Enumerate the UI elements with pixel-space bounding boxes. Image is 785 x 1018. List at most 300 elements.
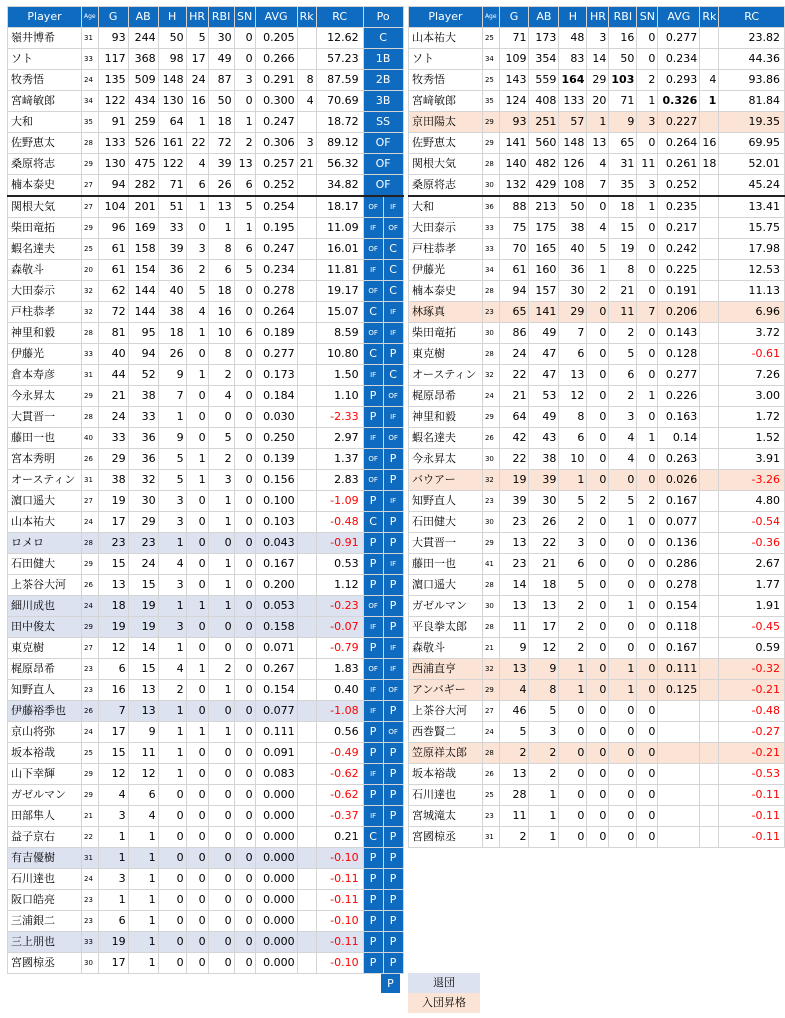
rbi: 65 [609,133,637,154]
table-row [409,196,785,218]
player-age: 27 [82,491,99,512]
player-name: 牧秀悟 [409,70,483,91]
batting-avg: 0.167 [658,491,700,512]
rbi: 0 [208,785,234,806]
position-secondary: IF [383,659,403,680]
at-bats: 165 [529,239,559,260]
hits: 51 [158,196,186,218]
hits: 2 [559,512,587,533]
hits: 0 [158,827,186,848]
rank [297,281,316,302]
rank [297,764,316,785]
games: 140 [499,154,529,175]
rank [297,869,316,890]
stolen-bases: 0 [234,449,255,470]
rank [700,491,719,512]
player-name: 田部隼人 [8,806,82,827]
position-primary: OF [363,659,383,680]
games: 5 [499,722,529,743]
stolen-bases: 0 [637,659,658,680]
player-name: 田中俊太 [8,617,82,638]
rbi: 21 [609,281,637,302]
stolen-bases: 0 [234,743,255,764]
position-cell: SS [363,112,403,133]
player-age: 34 [82,91,99,112]
games: 94 [499,281,529,302]
col-g: G [98,7,128,28]
runs-created: 11.13 [719,281,785,302]
batting-avg: 0.266 [255,49,297,70]
runs-created: -0.11 [719,785,785,806]
hits: 5 [158,470,186,491]
rank [700,365,719,386]
position-primary: P [363,638,383,659]
runs-created: -0.11 [316,869,363,890]
at-bats: 13 [128,680,158,701]
rank [297,175,316,197]
games: 9 [499,638,529,659]
games: 1 [98,890,128,911]
games: 93 [499,112,529,133]
hits: 3 [559,533,587,554]
table-row [409,806,785,827]
games: 109 [499,49,529,70]
at-bats: 3 [529,722,559,743]
table-row [409,617,785,638]
runs-created: -0.21 [719,680,785,701]
player-age: 21 [82,806,99,827]
stolen-bases: 0 [234,91,255,112]
rbi: 2 [208,659,234,680]
runs-created: -0.10 [316,911,363,932]
player-name: 知野直人 [409,491,483,512]
player-name: 梶原昂希 [409,386,483,407]
runs-created: 89.12 [316,133,363,154]
home-runs: 4 [186,154,208,175]
player-age: 33 [82,49,99,70]
rbi: 13 [208,196,234,218]
games: 21 [98,386,128,407]
home-runs: 0 [186,575,208,596]
batting-avg: 0.205 [255,28,297,49]
stolen-bases: 0 [637,407,658,428]
home-runs: 0 [186,911,208,932]
position-primary: IF [363,806,383,827]
rank [297,617,316,638]
runs-created: -0.11 [316,932,363,953]
runs-created: 0.53 [316,554,363,575]
player-name: 三浦銀二 [8,911,82,932]
player-name: 上茶谷大河 [8,575,82,596]
home-runs: 0 [587,722,609,743]
hits: 5 [559,491,587,512]
hits: 7 [158,386,186,407]
position-primary: P [363,953,383,974]
player-age: 24 [82,722,99,743]
position-secondary: IF [383,491,403,512]
rank [700,260,719,281]
table-row [409,701,785,722]
at-bats: 49 [529,323,559,344]
games: 33 [98,428,128,449]
at-bats: 29 [128,512,158,533]
stolen-bases: 7 [637,302,658,323]
home-runs: 2 [587,491,609,512]
batting-avg: 0.043 [255,533,297,554]
player-name: 桑原将志 [8,154,82,175]
player-age: 27 [82,196,99,218]
runs-created: 12.53 [719,260,785,281]
player-age: 25 [82,239,99,260]
hits: 98 [158,49,186,70]
games: 124 [499,91,529,112]
col-g: G [499,7,529,28]
position-primary: OF [363,323,383,344]
table-row [8,218,404,239]
games: 11 [499,806,529,827]
stolen-bases: 0 [637,323,658,344]
stolen-bases: 0 [234,49,255,70]
rbi: 0 [609,743,637,764]
games: 61 [98,260,128,281]
home-runs: 2 [587,281,609,302]
player-age: 31 [482,827,499,848]
player-name: アンバギー [409,680,483,701]
rank [700,827,719,848]
home-runs: 0 [186,869,208,890]
runs-created: 3.00 [719,386,785,407]
table-row [8,470,404,491]
table-row [409,785,785,806]
rank [700,49,719,70]
at-bats: 354 [529,49,559,70]
header-row-left [8,7,404,28]
hits: 71 [158,175,186,197]
player-age: 30 [482,175,499,197]
rbi: 1 [609,680,637,701]
hits: 30 [559,281,587,302]
stolen-bases: 0 [234,953,255,974]
table-row [8,91,404,112]
rbi: 0 [609,785,637,806]
hits: 3 [158,575,186,596]
rank [700,449,719,470]
home-runs: 0 [587,806,609,827]
position-secondary: IF [383,554,403,575]
player-age: 28 [482,617,499,638]
at-bats: 30 [128,491,158,512]
runs-created: 0.56 [316,722,363,743]
position-primary: P [363,575,383,596]
at-bats: 509 [128,70,158,91]
home-runs: 0 [186,785,208,806]
games: 133 [98,133,128,154]
hits: 5 [158,449,186,470]
player-age: 30 [82,953,99,974]
hits: 108 [559,175,587,197]
rank [297,785,316,806]
table-row [409,175,785,197]
position-primary: OF [363,449,383,470]
at-bats: 13 [529,596,559,617]
rank [297,218,316,239]
rank: 18 [700,154,719,175]
games: 2 [499,827,529,848]
player-name: 柴田竜拓 [8,218,82,239]
player-name: 嶺井博希 [8,28,82,49]
games: 12 [98,638,128,659]
player-age: 33 [482,218,499,239]
player-name: ソト [8,49,82,70]
rbi: 10 [208,323,234,344]
col-age: Age [82,7,99,28]
rank: 3 [297,133,316,154]
position-secondary: P [383,470,403,491]
table-row [409,91,785,112]
position-secondary: IF [383,638,403,659]
batting-avg: 0.128 [658,344,700,365]
position-cell: OF [363,133,403,154]
games: 4 [98,785,128,806]
rank [700,575,719,596]
games: 15 [98,743,128,764]
at-bats: 1 [128,932,158,953]
player-name: 倉本寿彦 [8,365,82,386]
rank [297,806,316,827]
rank [700,196,719,218]
at-bats: 38 [128,386,158,407]
stolen-bases: 0 [234,638,255,659]
hits: 57 [559,112,587,133]
rank [700,638,719,659]
stolen-bases: 0 [637,701,658,722]
stolen-bases: 0 [637,281,658,302]
batting-avg [658,764,700,785]
player-name: 宮本秀明 [8,449,82,470]
player-age: 28 [482,344,499,365]
player-name: 柴田竜拓 [409,323,483,344]
runs-created: 1.72 [719,407,785,428]
batting-avg: 0.184 [255,386,297,407]
position-primary: C [363,344,383,365]
runs-created: 11.09 [316,218,363,239]
rank [700,428,719,449]
player-name: 伊藤裕季也 [8,701,82,722]
home-runs: 0 [587,596,609,617]
player-age: 23 [482,806,499,827]
games: 22 [499,449,529,470]
position-secondary: IF [383,302,403,323]
player-age: 27 [82,638,99,659]
runs-created: 18.17 [316,196,363,218]
table-row [8,701,404,722]
position-primary: P [363,848,383,869]
table-row [8,848,404,869]
player-age: 28 [82,133,99,154]
player-age: 29 [82,617,99,638]
stolen-bases: 0 [637,218,658,239]
at-bats: 560 [529,133,559,154]
runs-created: 52.01 [719,154,785,175]
stolen-bases: 0 [234,533,255,554]
runs-created: -3.26 [719,470,785,491]
at-bats: 1 [128,953,158,974]
at-bats: 154 [128,260,158,281]
games: 23 [98,533,128,554]
rank: 4 [297,91,316,112]
hits: 164 [559,70,587,91]
home-runs: 0 [587,533,609,554]
player-age: 33 [82,344,99,365]
runs-created: 56.32 [316,154,363,175]
player-age: 34 [482,260,499,281]
runs-created: 15.75 [719,218,785,239]
rbi: 0 [609,575,637,596]
stolen-bases: 11 [637,154,658,175]
hits: 9 [158,428,186,449]
hits: 3 [158,491,186,512]
runs-created: -0.36 [719,533,785,554]
table-body-left [8,28,404,974]
games: 132 [499,175,529,197]
games: 15 [98,554,128,575]
table-row [8,617,404,638]
player-name: オースティン [8,470,82,491]
runs-created: 2.83 [316,470,363,491]
games: 141 [499,133,529,154]
rank [297,260,316,281]
position-primary: C [363,827,383,848]
batting-avg: 0.053 [255,596,297,617]
col-ab: AB [529,7,559,28]
player-age: 24 [82,869,99,890]
hits: 0 [158,806,186,827]
col-hr: HR [587,7,609,28]
stolen-bases: 0 [234,617,255,638]
position-cell: 1B [363,49,403,70]
games: 13 [499,596,529,617]
runs-created: 0.21 [316,827,363,848]
runs-created: 1.52 [719,428,785,449]
rank [297,848,316,869]
at-bats: 47 [529,344,559,365]
player-age: 31 [82,365,99,386]
table-row [409,239,785,260]
rank [297,680,316,701]
at-bats: 1 [529,806,559,827]
rank [700,533,719,554]
games: 29 [98,449,128,470]
player-age: 36 [482,196,499,218]
games: 46 [499,701,529,722]
stolen-bases: 0 [637,49,658,70]
rank [700,218,719,239]
at-bats: 1 [128,827,158,848]
home-runs: 1 [186,449,208,470]
table-row [409,154,785,175]
hits: 1 [158,638,186,659]
player-age: 29 [482,680,499,701]
stolen-bases: 0 [234,470,255,491]
home-runs: 0 [587,785,609,806]
rank [700,386,719,407]
stolen-bases: 3 [637,112,658,133]
rank [297,638,316,659]
home-runs: 0 [186,512,208,533]
hits: 4 [158,659,186,680]
runs-created: -0.23 [316,596,363,617]
rbi: 4 [208,386,234,407]
player-name: 今永昇太 [8,386,82,407]
hits: 0 [559,701,587,722]
at-bats: 173 [529,28,559,49]
player-name: 宮城滝太 [409,806,483,827]
col-sn: SN [234,7,255,28]
position-primary: C [363,302,383,323]
stolen-bases: 0 [637,449,658,470]
at-bats: 23 [128,533,158,554]
runs-created: 1.50 [316,365,363,386]
player-age: 30 [482,512,499,533]
rbi: 0 [609,722,637,743]
player-age: 29 [482,533,499,554]
table-row [409,449,785,470]
player-age: 24 [82,512,99,533]
position-secondary: IF [383,196,403,218]
table-row [409,49,785,70]
stolen-bases: 0 [637,785,658,806]
rank [297,386,316,407]
player-age: 28 [482,575,499,596]
games: 13 [499,659,529,680]
stolen-bases: 0 [234,344,255,365]
stolen-bases: 3 [234,70,255,91]
batting-avg: 0.242 [658,239,700,260]
col-rc: RC [316,7,363,28]
home-runs: 0 [587,449,609,470]
runs-created: 4.80 [719,491,785,512]
hits: 130 [158,91,186,112]
rbi: 50 [208,91,234,112]
position-primary: IF [363,617,383,638]
games: 39 [499,491,529,512]
player-name: 平良拳太郎 [409,617,483,638]
games: 44 [98,365,128,386]
position-secondary: C [383,281,403,302]
table-row [409,575,785,596]
rank [297,49,316,70]
games: 81 [98,323,128,344]
batting-avg [658,806,700,827]
stolen-bases: 0 [637,596,658,617]
at-bats: 160 [529,260,559,281]
stolen-bases: 0 [234,28,255,49]
rank [700,175,719,197]
col-h: H [559,7,587,28]
player-name: 今永昇太 [409,449,483,470]
player-age: 32 [82,302,99,323]
stolen-bases: 0 [637,638,658,659]
hits: 13 [559,365,587,386]
stolen-bases: 0 [637,554,658,575]
rbi: 35 [609,175,637,197]
stolen-bases: 0 [234,890,255,911]
rbi: 1 [208,596,234,617]
hits: 10 [559,449,587,470]
player-name: 大貫晋一 [409,533,483,554]
table-row [8,323,404,344]
at-bats: 408 [529,91,559,112]
